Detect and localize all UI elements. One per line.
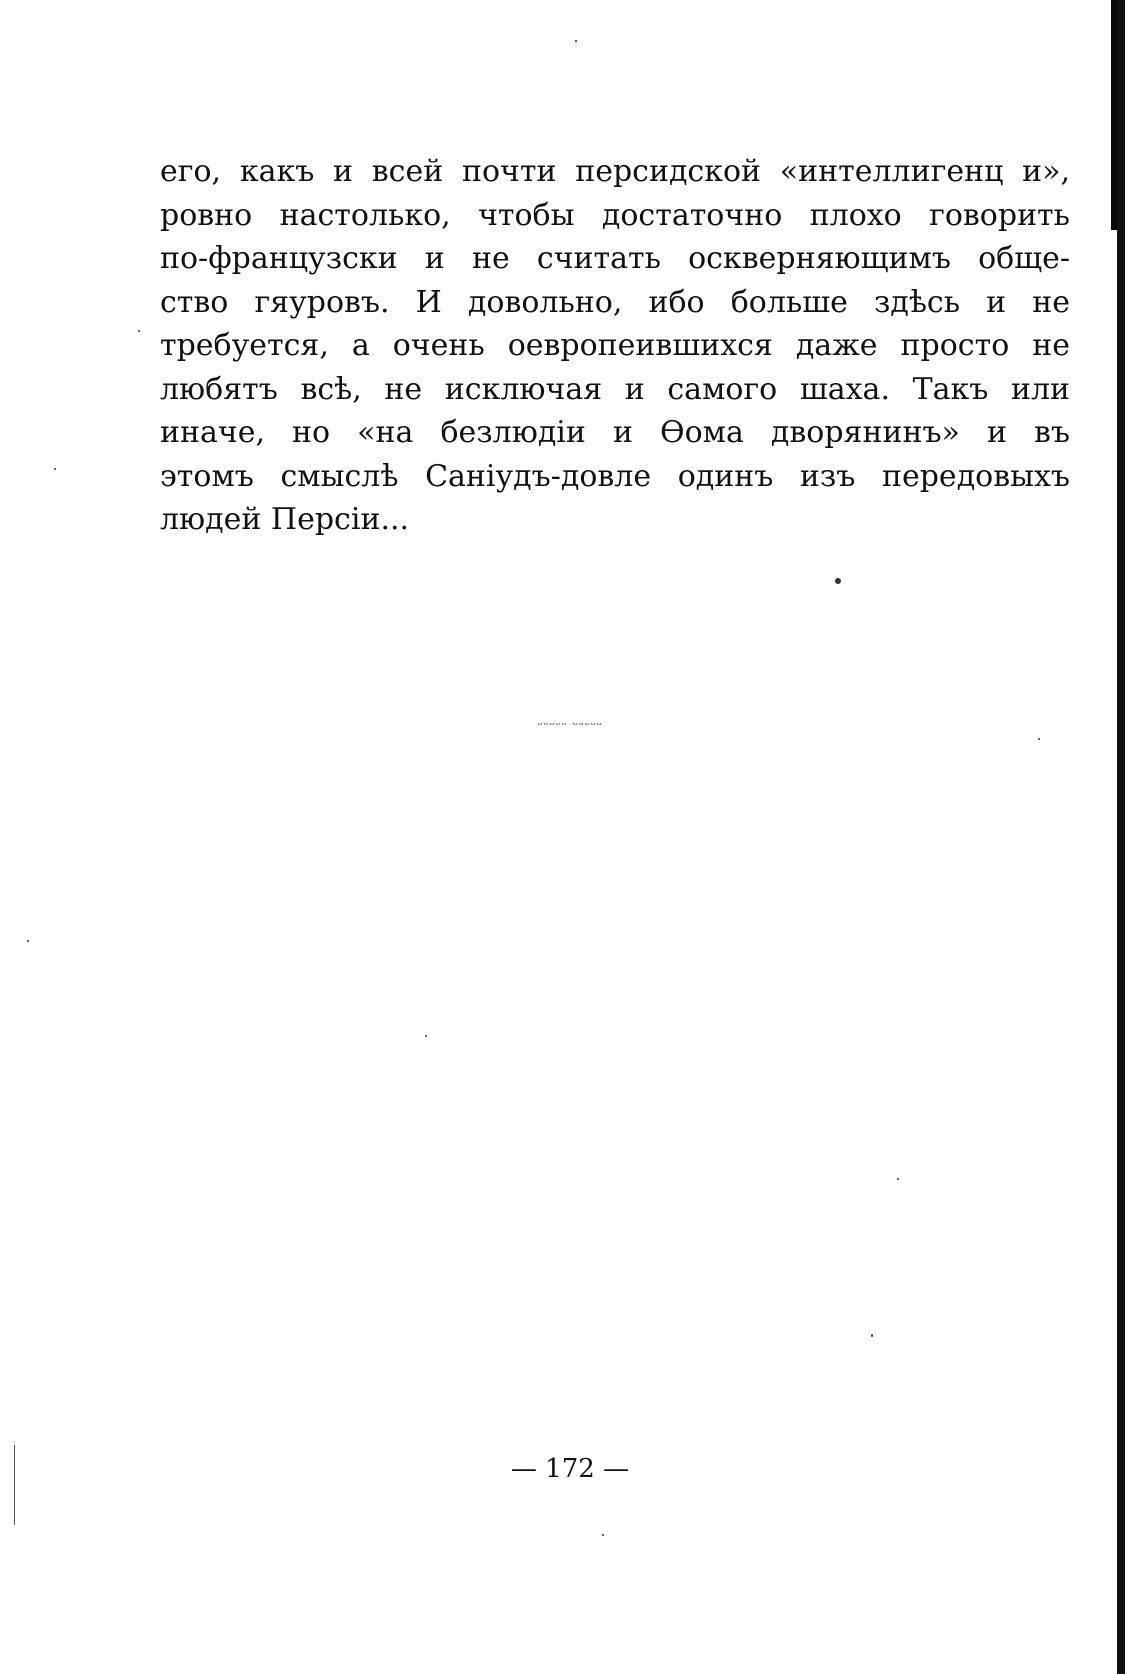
text-line: ровно настолько, чтобы достаточно плохо говорить bbox=[160, 197, 1070, 233]
text-line: ство гяуровъ. И довольно, ибо больше здѣсь и не bbox=[160, 284, 1070, 320]
binding-edge bbox=[1117, 0, 1125, 1674]
scan-speck bbox=[602, 1534, 604, 1536]
scan-speck bbox=[138, 330, 140, 332]
text-line: его, какъ и всей почти персидской «интеллигенц и», bbox=[160, 154, 1070, 189]
text-line-last: людей Персіи... bbox=[160, 502, 410, 537]
text-line: требуется, а очень оевропеившихся даже просто не bbox=[160, 328, 1070, 363]
page-number: — 172 — bbox=[510, 1454, 630, 1484]
scan-speck bbox=[425, 1035, 427, 1037]
section-ornament: ᵕᵕᵕᵕᵕ ᵕᵕᵕᵕᵕ bbox=[537, 718, 603, 733]
scan-speck bbox=[871, 1334, 873, 1337]
text-line: по-французски и не считать оскверняющимъ обще- bbox=[160, 241, 1070, 276]
scan-speck bbox=[897, 1178, 899, 1180]
text-line: любятъ всѣ, не исключая и самого шаха. Такъ или bbox=[160, 371, 1070, 407]
text-line: этомъ смыслѣ Саніудъ-довле одинъ изъ передовыхъ bbox=[160, 458, 1070, 494]
scan-speck bbox=[575, 40, 577, 42]
body-text bbox=[160, 150, 1070, 542]
scan-speck bbox=[54, 468, 56, 470]
scan-speck bbox=[27, 940, 29, 942]
text-line: иначе, но «на безлюдіи и Ѳома дворянинъ» и въ bbox=[160, 415, 1070, 450]
scan-mark bbox=[14, 1445, 15, 1525]
scan-speck bbox=[835, 578, 841, 584]
scan-speck bbox=[1038, 738, 1040, 740]
